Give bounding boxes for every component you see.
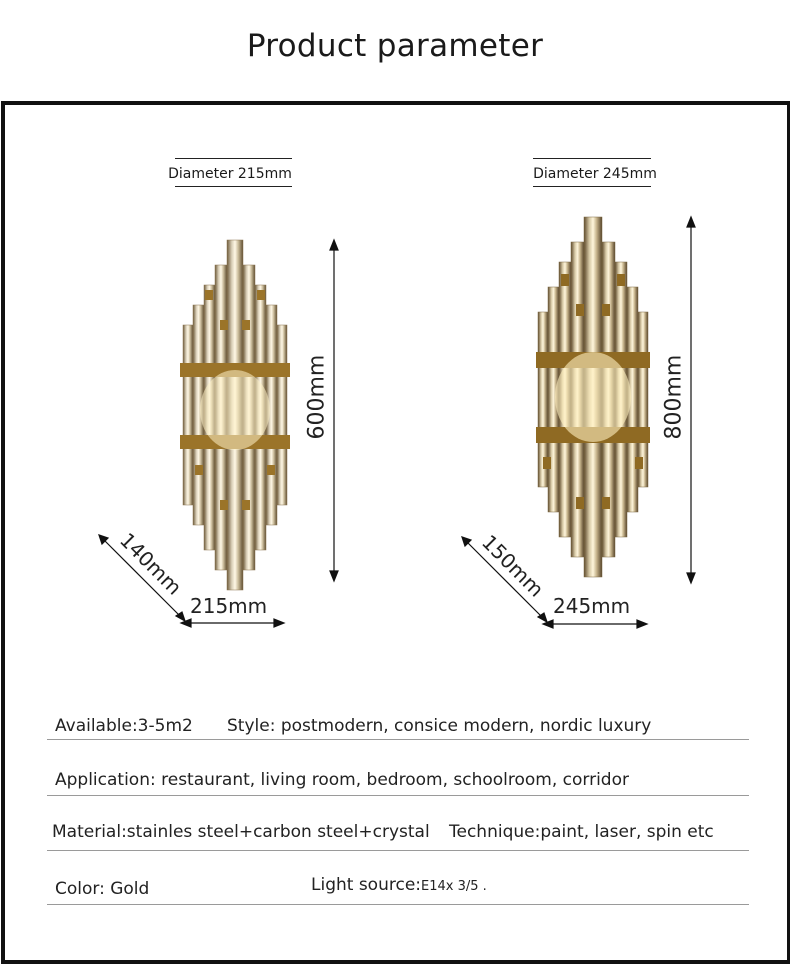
diameter-label: Diameter 215mm	[168, 166, 292, 182]
divider	[47, 795, 749, 796]
page-title: Product parameter	[246, 28, 544, 64]
light-source-title: Light source:	[311, 875, 422, 895]
technique-text: Technique:paint, laser, spin etc	[449, 822, 714, 842]
divider	[47, 904, 749, 905]
depth-label: 150mm	[477, 530, 549, 602]
divider	[47, 739, 749, 740]
color-text: Color: Gold	[55, 879, 150, 899]
light-source-value: E14x 3/5 .	[421, 879, 487, 894]
application-text: Application: restaurant, living room, bedroom, schoolroom, corridor	[55, 770, 629, 790]
style-text: Style: postmodern, consice modern, nordic luxury	[227, 716, 652, 736]
height-label: 800mm	[661, 354, 687, 440]
depth-label: 140mm	[115, 528, 187, 600]
divider	[47, 850, 749, 851]
width-label: 245mm	[553, 594, 631, 618]
width-label: 215mm	[190, 594, 268, 618]
height-label: 600mm	[304, 354, 330, 440]
available-text: Available:3-5m2	[55, 716, 193, 736]
light-source-label	[311, 875, 487, 895]
diameter-label: Diameter 245mm	[533, 166, 657, 182]
material-text: Material:stainles steel+carbon steel+crystal	[52, 822, 430, 842]
